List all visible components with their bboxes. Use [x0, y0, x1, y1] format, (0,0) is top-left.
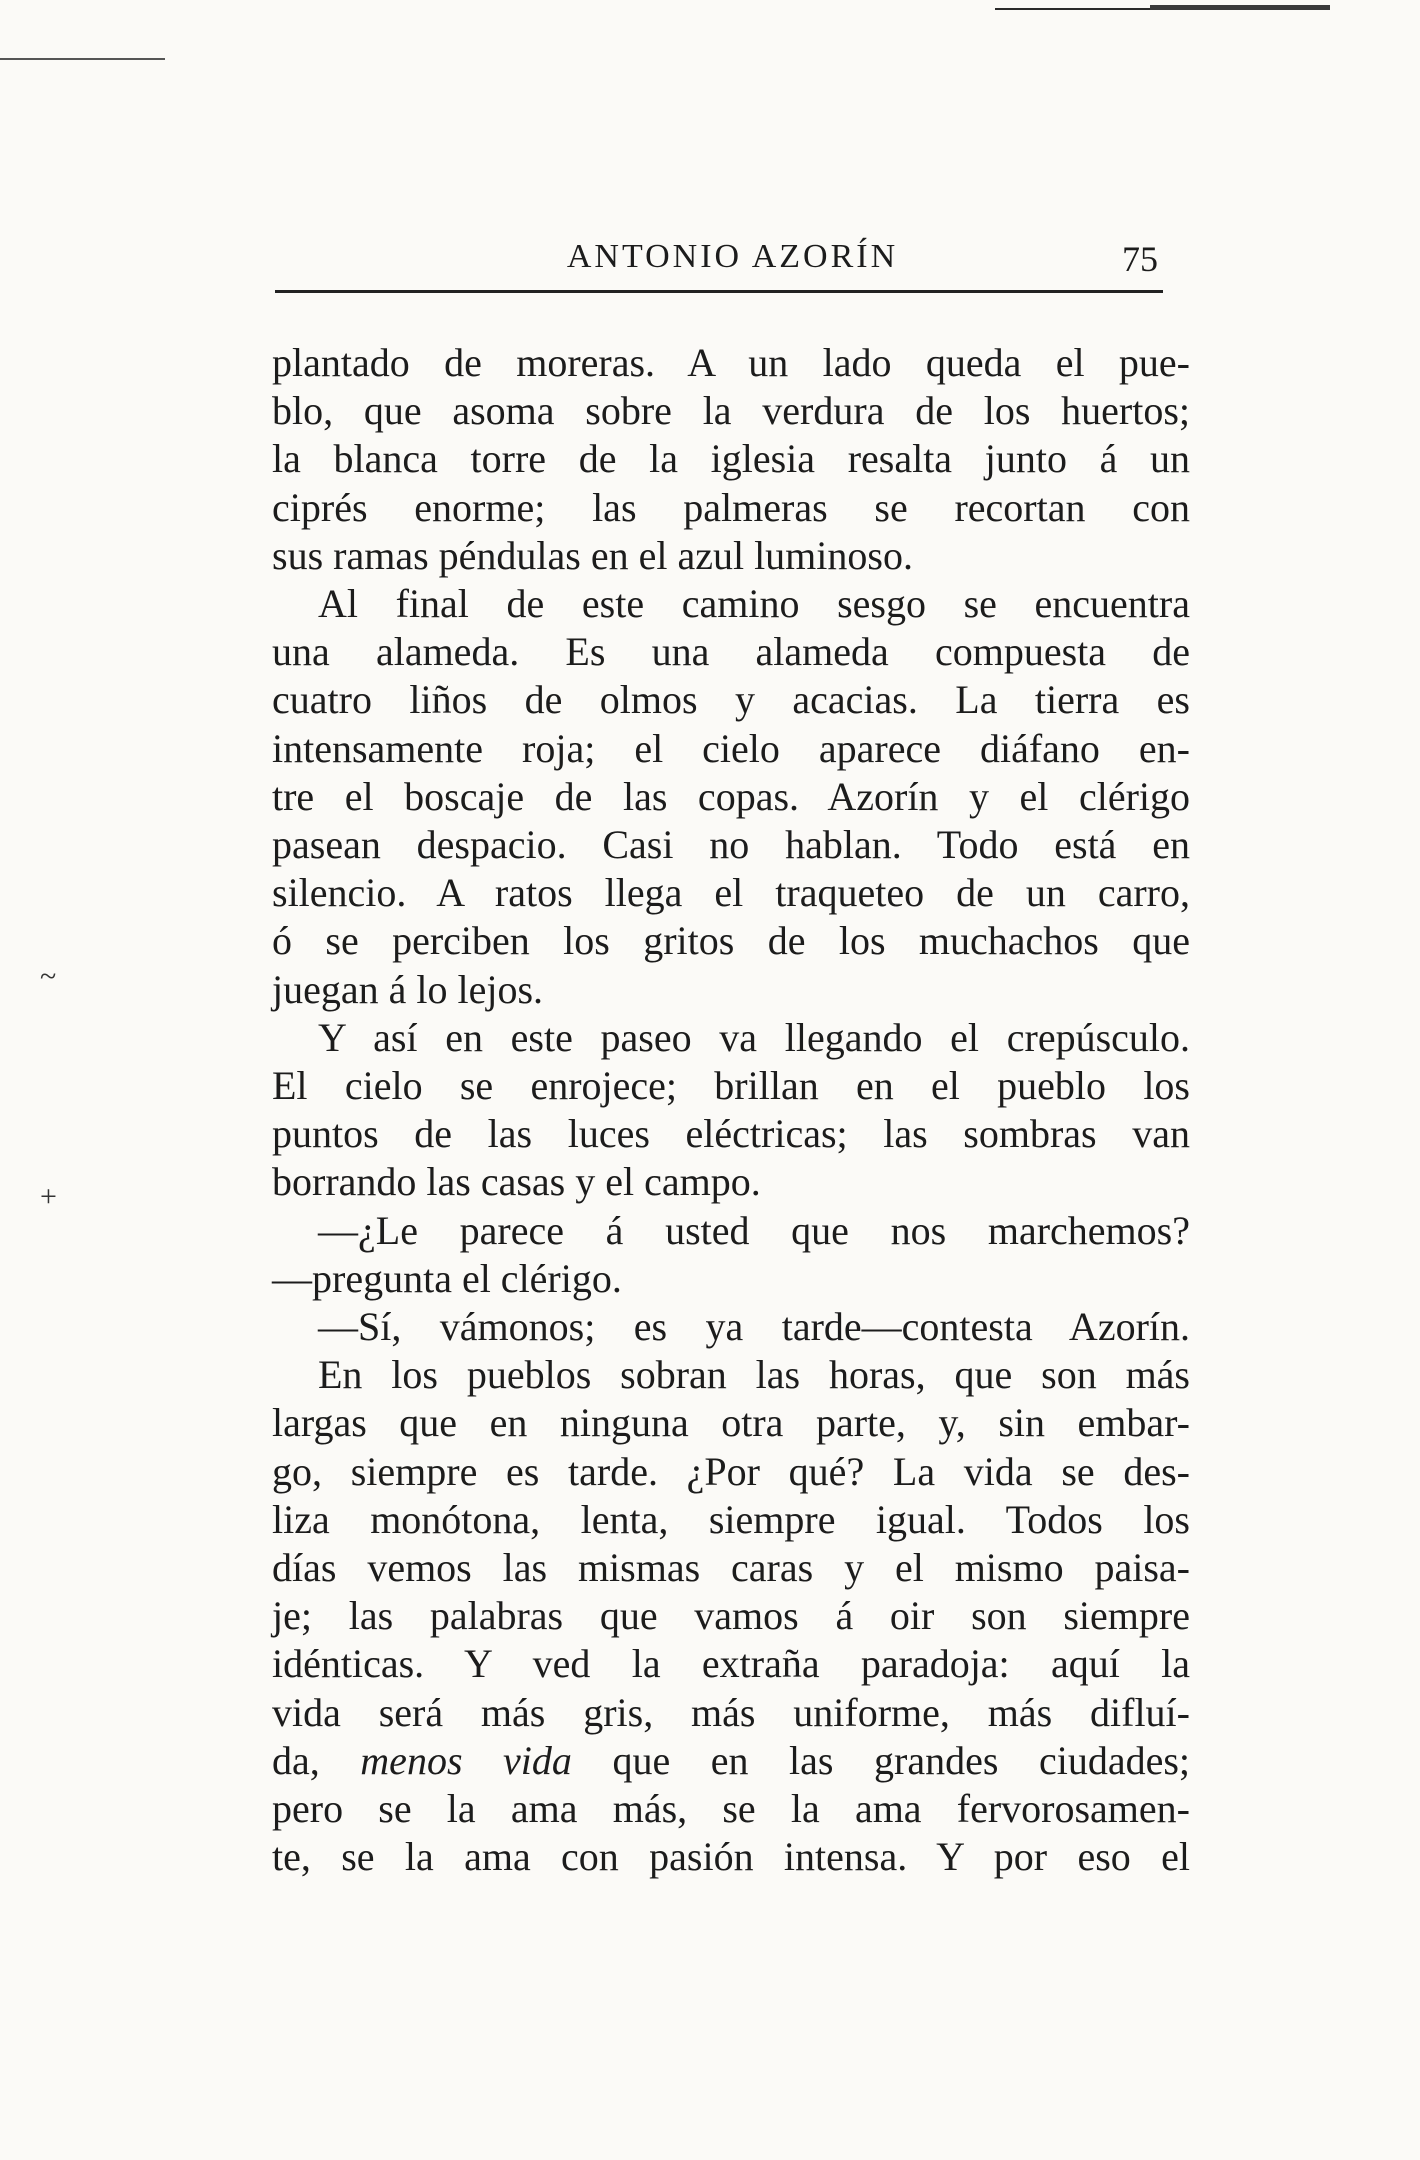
text-line: vida será más gris, más uniforme, más difluí- — [272, 1689, 1190, 1735]
text-line: —Sí, vámonos; es ya tarde—contesta Azorín. — [318, 1304, 1190, 1350]
body-text — [272, 339, 1190, 1882]
text-line: tre el boscaje de las copas. Azorín y el clérigo — [272, 773, 1190, 819]
text-line: la blanca torre de la iglesia resalta junto á un — [272, 436, 1190, 482]
text-line: —¿Le parece á usted que nos marchemos? — [318, 1207, 1190, 1253]
paragraph — [272, 580, 1190, 1014]
text-line: go, siempre es tarde. ¿Por qué? La vida se des- — [272, 1448, 1190, 1494]
text-line: largas que en ninguna otra parte, y, sin embar- — [272, 1400, 1190, 1446]
text-line: pasean despacio. Casi no hablan. Todo está en — [272, 822, 1190, 868]
text-line: El cielo se enrojece; brillan en el pueblo los — [272, 1063, 1190, 1109]
text-fragment: que en las grandes ciudades; — [571, 1737, 1191, 1783]
left-rule — [0, 58, 165, 60]
text-line: cuatro liños de olmos y acacias. La tierra es — [272, 677, 1190, 723]
text-line: ciprés enorme; las palmeras se recortan con — [272, 484, 1190, 530]
text-line: sus ramas péndulas en el azul luminoso. — [272, 532, 913, 578]
paragraph — [272, 1014, 1190, 1207]
header-rule — [275, 290, 1163, 293]
margin-mark: + — [40, 1180, 57, 1213]
text-line: liza monótona, lenta, siempre igual. Todos los — [272, 1496, 1190, 1542]
running-head: ANTONIO AZORÍN — [566, 238, 899, 275]
text-line: te, se la ama con pasión intensa. Y por eso el — [272, 1834, 1190, 1880]
text-line: días vemos las mismas caras y el mismo paisa- — [272, 1545, 1190, 1591]
text-line: blo, que asoma sobre la verdura de los huertos; — [272, 388, 1190, 434]
text-line: borrando las casas y el campo. — [272, 1159, 761, 1205]
text-line: Al final de este camino sesgo se encuentra — [318, 581, 1190, 627]
text-line: intensamente roja; el cielo aparece diáfano en- — [272, 725, 1190, 771]
page-number: 75 — [1122, 239, 1158, 279]
text-line: —pregunta el clérigo. — [272, 1255, 622, 1301]
text-line: juegan á lo lejos. — [272, 966, 544, 1012]
text-line — [272, 1737, 1190, 1785]
text-line: ó se perciben los gritos de los muchachos que — [272, 918, 1190, 964]
text-line: puntos de las luces eléctricas; las sombras van — [272, 1111, 1190, 1157]
margin-mark: ~ — [40, 960, 57, 993]
page-header — [275, 238, 1190, 282]
text-line: Y así en este paseo va llegando el crepúsculo. — [318, 1014, 1190, 1060]
text-line: plantado de moreras. A un lado queda el pue- — [272, 340, 1190, 385]
italic-phrase: menos vida — [360, 1737, 572, 1783]
text-line: je; las palabras que vamos á oir son siempre — [272, 1593, 1190, 1639]
paragraph — [272, 339, 1190, 580]
top-rule-thick — [1150, 5, 1330, 10]
paragraph — [272, 1303, 1190, 1351]
text-fragment: da, — [272, 1737, 361, 1783]
text-line: una alameda. Es una alameda compuesta de — [272, 629, 1190, 675]
text-line: En los pueblos sobran las horas, que son más — [318, 1352, 1190, 1398]
paragraph — [272, 1351, 1190, 1881]
paragraph — [272, 1207, 1190, 1303]
text-line: idénticas. Y ved la extraña paradoja: aquí la — [272, 1641, 1190, 1687]
text-line: pero se la ama más, se la ama fervorosamen- — [272, 1786, 1190, 1832]
text-line: silencio. A ratos llega el traqueteo de un carro, — [272, 870, 1190, 916]
